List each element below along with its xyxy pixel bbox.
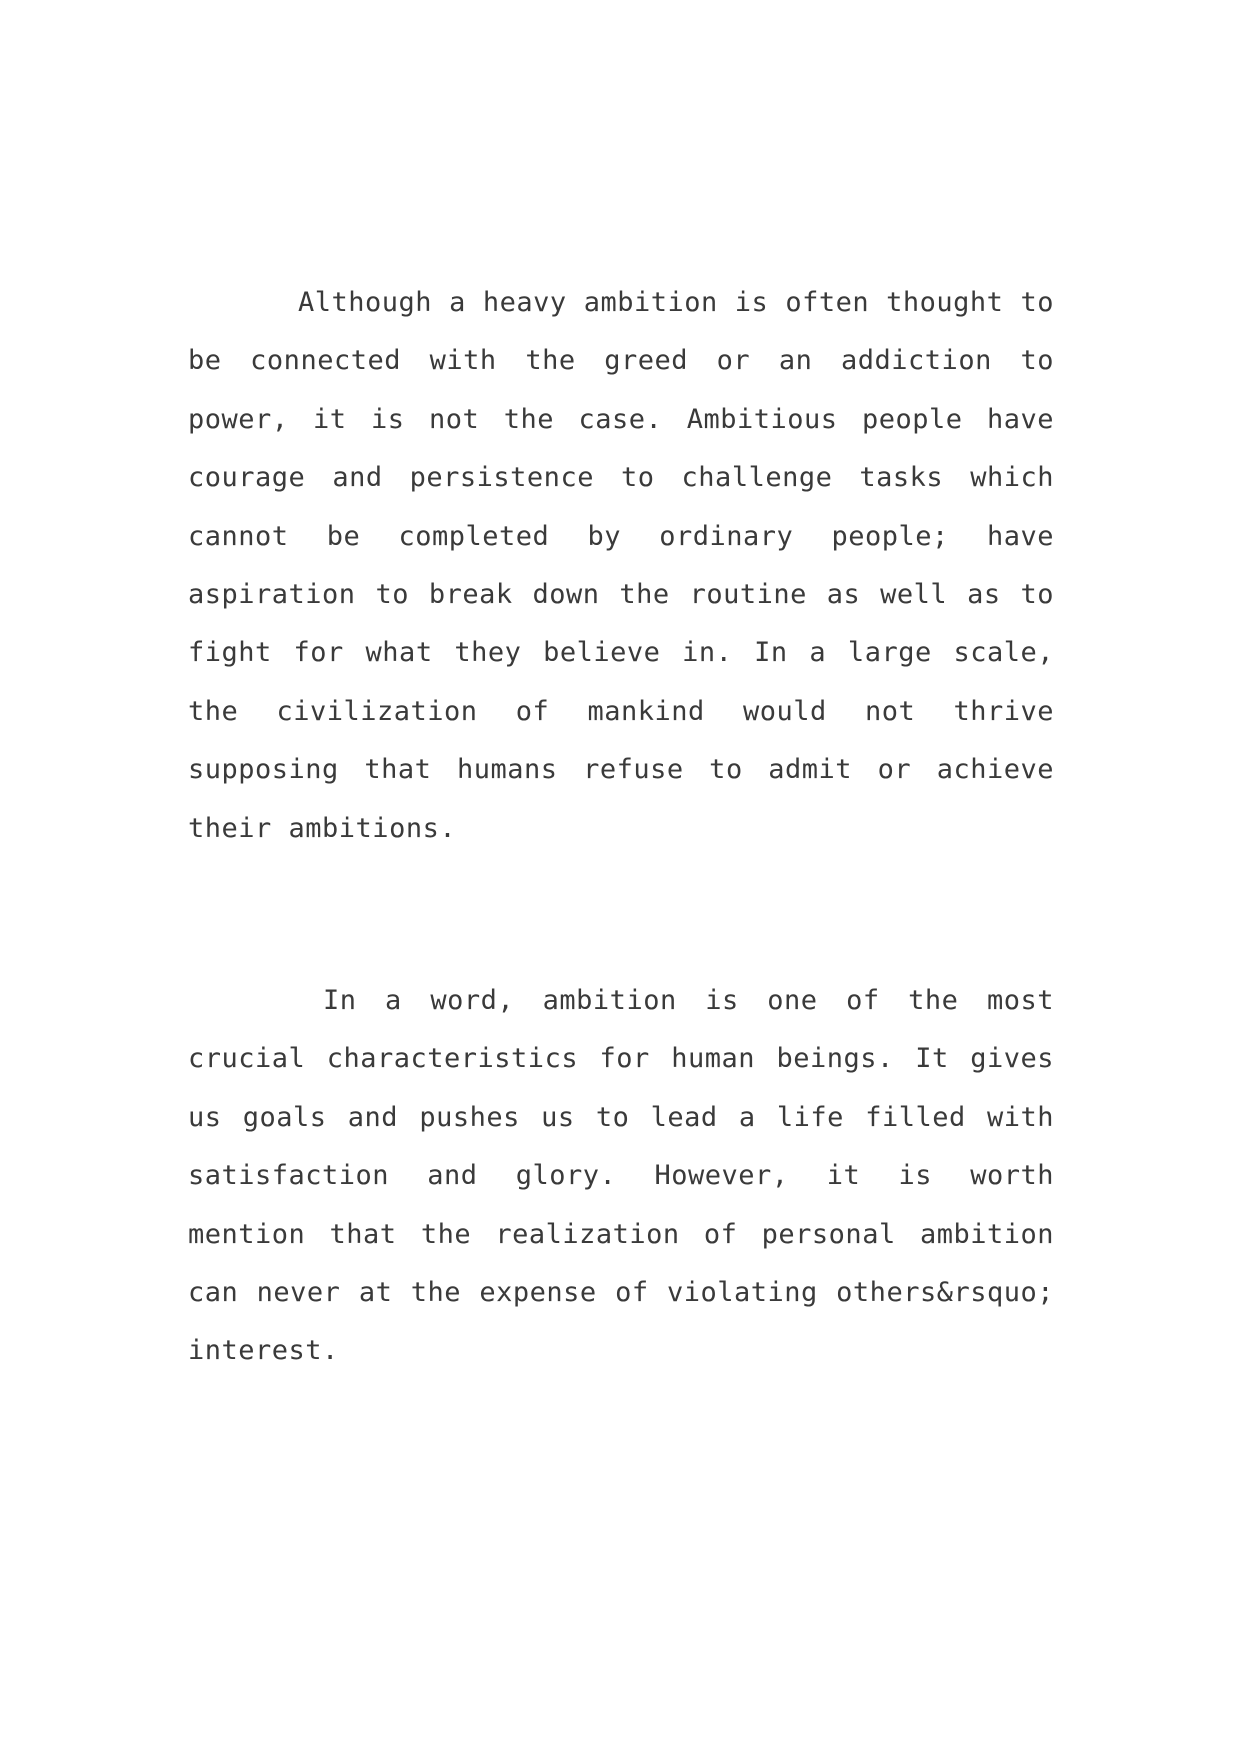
paragraph-1: Although a heavy ambition is often thought to be connected with the greed or an addiction to power, it is not the case. Ambitious people have courage and persistence to challenge tasks which cannot be completed by ordinary people; have aspiration to break down the routine as well as to fight for what they believe in. In a large scale, the civilization of mankind would not thrive supposing that humans refuse to admit or achieve their ambitions. — [188, 287, 1054, 844]
paragraph-1-block — [188, 274, 1054, 858]
paragraph-2: In a word, ambition is one of the most crucial characteristics for human beings. It gives us goals and pushes us to lead a life filled with satisfaction and glory. However, it is worth mention that the realization of personal ambition can never at the expense of violating others&rsquo; interest. — [188, 985, 1054, 1367]
paragraph-2-block — [188, 972, 1054, 1381]
